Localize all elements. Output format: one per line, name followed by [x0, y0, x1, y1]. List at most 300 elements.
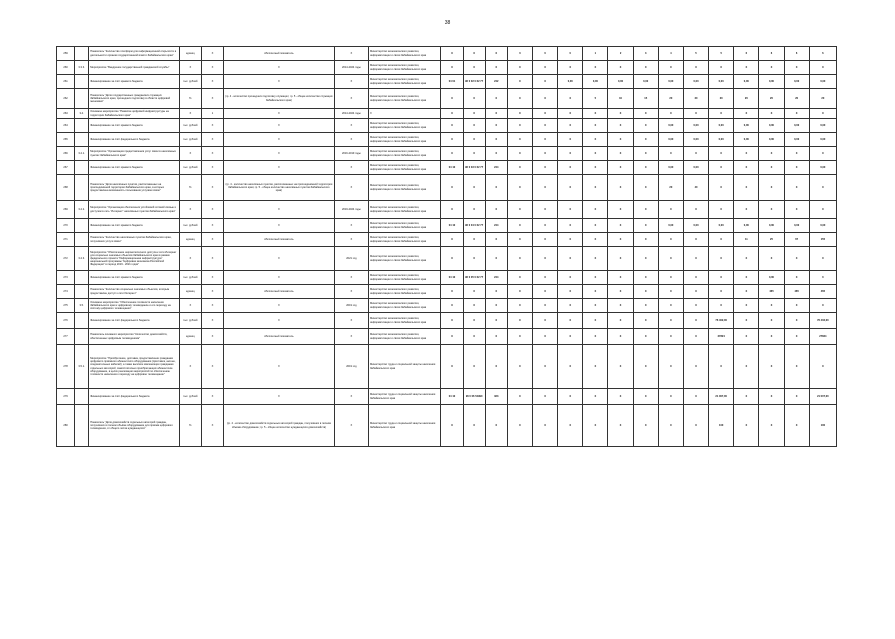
row-kbk: 242 [485, 75, 507, 89]
row-value-5: X [608, 161, 633, 175]
row-value-13: 0,00 [809, 119, 836, 133]
table-row [57, 133, 837, 147]
table-row [57, 389, 837, 405]
row-kvr: X [463, 119, 485, 133]
row-value-4: X [583, 201, 608, 219]
row-value-4: X [583, 147, 608, 161]
row-kbk: X [485, 175, 507, 201]
row-value-12: X [784, 345, 809, 389]
table-row [57, 75, 837, 89]
row-value-12: 20 [784, 89, 809, 109]
row-name: Показатель "Доля населённых пунктов, расположенных на присоединённой территории Забайкальского края, в которых предоставлена возможность пользования услугами связи" [89, 175, 180, 201]
row-dp: X [201, 47, 223, 61]
row-value-9: 20 [709, 89, 734, 109]
row-value-7: X [658, 405, 683, 447]
row-value-9: X [709, 345, 734, 389]
row-value-12: 6 [784, 47, 809, 61]
row-kcsr: X [441, 247, 463, 271]
row-value-3: X [558, 89, 583, 109]
row-term: 2016-2019 годы [334, 147, 368, 161]
row-law: X [224, 271, 335, 285]
row-value-10: 11 [734, 233, 759, 247]
table-row [57, 233, 837, 247]
row-value-13: X [809, 299, 836, 313]
row-kbk: X [485, 405, 507, 447]
row-executor: Министерство экономического развития, информатизации и связи Забайкальского края [368, 133, 440, 147]
row-value-3: X [558, 345, 583, 389]
row-unit: тыс. рублей [179, 313, 201, 329]
row-kbk: X [485, 61, 507, 75]
table-row [57, 405, 837, 447]
row-value-8: X [683, 405, 708, 447]
row-name: Мероприятие "Обеспечение широкополосного доступа к сети Интернет для социально значимых объектов Забайкальского края в рамках федерального проекта "Информационная инфраструктура" национальной программы "Цифровая экономика Российской Федерации" в период 2019 - 2021 годов" [89, 247, 180, 271]
row-kbk: X [485, 247, 507, 271]
row-value-13: 0,00 [809, 161, 836, 175]
row-value-9: 0,00 [709, 119, 734, 133]
row-kbk: 244 [485, 271, 507, 285]
row-name: Финансирование за счёт краевого бюджета [89, 119, 180, 133]
row-term: X [334, 389, 368, 405]
row-kbk: X [485, 233, 507, 247]
row-dp: X [201, 271, 223, 285]
row-executor: Министерство экономического развития, информатизации и связи Забайкальского края [368, 147, 440, 161]
row-value-2: X [533, 329, 558, 345]
row-value-11: 25 [759, 233, 784, 247]
row-unit: тыс. рублей [179, 389, 201, 405]
row-value-12: 0,00 [784, 75, 809, 89]
row-executor: Министерство экономического развития, информатизации и связи Забайкальского края [368, 285, 440, 299]
row-value-4: X [583, 133, 608, 147]
row-value-10: X [734, 175, 759, 201]
row-kvr: X [463, 109, 485, 119]
row-value-3: X [558, 109, 583, 119]
row-value-1: X [507, 405, 532, 447]
row-value-9: 76 402,00 [709, 313, 734, 329]
row-kcsr: X [441, 299, 463, 313]
row-value-3: X [558, 61, 583, 75]
row-value-10: X [734, 161, 759, 175]
row-value-8: X [683, 299, 708, 313]
row-value-13: 155 [809, 233, 836, 247]
row-value-4: X [583, 119, 608, 133]
row-unit: единиц [179, 329, 201, 345]
row-value-1: 0 [507, 47, 532, 61]
row-value-11: X [759, 345, 784, 389]
row-value-2: X [533, 147, 558, 161]
row-value-8: X [683, 233, 708, 247]
row-value-5: X [608, 109, 633, 119]
row-value-4: X [583, 299, 608, 313]
row-dp: X [201, 405, 223, 447]
row-law: X [224, 201, 335, 219]
row-value-3: X [558, 201, 583, 219]
row-value-5: X [608, 405, 633, 447]
row-executor: Министерство экономического развития, информатизации и связи Забайкальского края [368, 61, 440, 75]
row-name: Финансирование за счёт краевого бюджета [89, 161, 180, 175]
row-value-1: X [507, 233, 532, 247]
row-code [75, 285, 89, 299]
row-unit: X [179, 109, 201, 119]
row-value-5: X [608, 175, 633, 201]
row-value-5: X [608, 389, 633, 405]
row-value-2: X [533, 61, 558, 75]
row-law: Абсолютный показатель [224, 47, 335, 61]
row-code: 3.4.1. [75, 147, 89, 161]
row-kvr: X [463, 345, 485, 389]
row-kcsr: X [441, 89, 463, 109]
row-value-6: X [633, 109, 658, 119]
table-row [57, 271, 837, 285]
row-value-12: 67 [784, 233, 809, 247]
row-value-10: 0,00 [734, 133, 759, 147]
row-dp: X [201, 285, 223, 299]
table-row [57, 247, 837, 271]
row-value-11: 0,00 [759, 271, 784, 285]
row-value-7: X [658, 147, 683, 161]
row-kcsr: 04 10 [441, 219, 463, 233]
row-value-6: 0,00 [633, 75, 658, 89]
row-unit: X [179, 345, 201, 389]
row-value-9: X [709, 233, 734, 247]
row-value-10: X [734, 313, 759, 329]
row-value-8: X [683, 147, 708, 161]
table-row [57, 345, 837, 389]
row-value-2: X [533, 89, 558, 109]
row-value-5: X [608, 345, 633, 389]
row-value-12: X [784, 109, 809, 119]
row-term: 2014-2024 годы [334, 109, 368, 119]
row-value-3: X [558, 133, 583, 147]
row-value-13: 0 [809, 271, 836, 285]
row-kvr: X [463, 47, 485, 61]
row-kvr: X [463, 299, 485, 313]
row-value-11: X [759, 389, 784, 405]
row-value-10: X [734, 405, 759, 447]
row-kbk: X [485, 89, 507, 109]
row-law: X [224, 75, 335, 89]
row-executor: Министерство экономического развития, информатизации и связи Забайкальского края [368, 247, 440, 271]
row-dp: 1 [201, 109, 223, 119]
table-row [57, 329, 837, 345]
row-id: 275 [57, 299, 75, 313]
row-kvr: X [463, 233, 485, 247]
row-value-11: X [759, 329, 784, 345]
row-value-13: 0,00 [809, 219, 836, 233]
row-law: X [224, 247, 335, 271]
row-value-6: X [633, 201, 658, 219]
row-value-1: X [507, 271, 532, 285]
row-value-2: X [533, 75, 558, 89]
row-value-1: X [507, 285, 532, 299]
row-kvr: X [463, 89, 485, 109]
row-kbk: 244 [485, 161, 507, 175]
row-value-6: X [633, 285, 658, 299]
row-kcsr: X [441, 405, 463, 447]
row-law: X [224, 345, 335, 389]
row-id: 269 [57, 201, 75, 219]
row-value-11: X [759, 109, 784, 119]
row-value-6: X [633, 329, 658, 345]
row-dp: X [201, 329, 223, 345]
row-dp: X [201, 389, 223, 405]
row-value-11: X [759, 201, 784, 219]
row-term: X [334, 175, 368, 201]
row-value-12: 465 [784, 285, 809, 299]
row-kbk: X [485, 285, 507, 299]
row-value-5: X [608, 219, 633, 233]
row-value-8: 0,00 [683, 75, 708, 89]
row-value-9: X [709, 147, 734, 161]
row-code [75, 219, 89, 233]
row-name: Показатель "Количество социально значимых объектов, которым предоставлен доступ к сети Интернет" [89, 285, 180, 299]
row-kcsr: X [441, 133, 463, 147]
row-value-3: X [558, 405, 583, 447]
row-value-1: X [507, 133, 532, 147]
row-value-2: X [533, 271, 558, 285]
row-value-11: 20 [759, 89, 784, 109]
row-id: 260 [57, 61, 75, 75]
row-code [75, 329, 89, 345]
row-value-1: X [507, 219, 532, 233]
row-id: 263 [57, 109, 75, 119]
row-unit: тыс. рублей [179, 219, 201, 233]
row-value-1: X [507, 201, 532, 219]
row-value-1: X [507, 75, 532, 89]
row-value-8: X [683, 313, 708, 329]
row-value-2: X [533, 405, 558, 447]
row-value-2: X [533, 219, 558, 233]
row-value-11: 6 [759, 47, 784, 61]
row-value-9: X [709, 271, 734, 285]
table-row [57, 175, 837, 201]
row-value-1: X [507, 147, 532, 161]
row-value-6: X [633, 233, 658, 247]
row-value-13: 20 [809, 89, 836, 109]
row-value-5: X [608, 329, 633, 345]
row-name: Показатель "Доля государственных гражданских служащих Забайкальского края, прошедших подготовку в области цифровой экономики" [89, 89, 180, 109]
row-value-1: X [507, 161, 532, 175]
row-term: X [334, 329, 368, 345]
row-id: 266 [57, 147, 75, 161]
row-kbk: X [485, 109, 507, 119]
row-value-8: 0,00 [683, 119, 708, 133]
row-value-1: X [507, 299, 532, 313]
row-value-12: 0,00 [784, 219, 809, 233]
row-value-3: 0,00 [558, 75, 583, 89]
row-value-10: X [734, 299, 759, 313]
row-value-12: X [784, 161, 809, 175]
row-kcsr: X [441, 201, 463, 219]
row-value-4: X [583, 329, 608, 345]
row-unit: % [179, 89, 201, 109]
row-code [75, 271, 89, 285]
row-value-4: X [583, 247, 608, 271]
program-table [56, 46, 837, 447]
row-kcsr: X [441, 285, 463, 299]
row-executor: Министерство труда и социальной защиты населения Забайкальского края [368, 389, 440, 405]
row-value-9: X [709, 247, 734, 271]
row-code [75, 389, 89, 405]
row-value-8: 40 [683, 175, 708, 201]
row-value-6: X [633, 175, 658, 201]
row-value-13: 76 402,00 [809, 313, 836, 329]
row-value-9: X [709, 61, 734, 75]
row-id: 270 [57, 219, 75, 233]
row-value-1: X [507, 389, 532, 405]
row-id: 271 [57, 233, 75, 247]
row-code: 3.5. [75, 299, 89, 313]
row-value-1: X [507, 61, 532, 75]
row-value-3: X [558, 161, 583, 175]
row-value-11: X [759, 175, 784, 201]
row-law: X [224, 109, 335, 119]
row-term: X [334, 219, 368, 233]
row-value-8: 0,00 [683, 133, 708, 147]
row-unit: X [179, 61, 201, 75]
row-value-8: X [683, 247, 708, 271]
row-value-12: 0,00 [784, 133, 809, 147]
row-value-2: X [533, 389, 558, 405]
row-value-8: X [683, 271, 708, 285]
row-code [75, 161, 89, 175]
row-value-6: X [633, 119, 658, 133]
row-value-1: X [507, 329, 532, 345]
row-dp: X [201, 75, 223, 89]
row-value-7: X [658, 201, 683, 219]
row-kcsr: X [441, 47, 463, 61]
row-value-4: X [583, 219, 608, 233]
row-kcsr: X [441, 119, 463, 133]
row-value-3: 0 [558, 47, 583, 61]
row-executor: Министерство труда и социальной защиты населения Забайкальского края [368, 405, 440, 447]
row-value-2: X [533, 109, 558, 119]
row-kvr: 96 0 06 54990 [463, 389, 485, 405]
row-value-13: 0,00 [809, 133, 836, 147]
row-value-7: X [658, 247, 683, 271]
row-id: 280 [57, 405, 75, 447]
row-value-12: X [784, 299, 809, 313]
table-row [57, 219, 837, 233]
row-kcsr: 04 10 [441, 389, 463, 405]
row-value-12: X [784, 405, 809, 447]
row-value-10: X [734, 109, 759, 119]
row-unit: тыс. рублей [179, 119, 201, 133]
row-executor: X [368, 109, 440, 119]
row-term: X [334, 233, 368, 247]
row-term: X [334, 285, 368, 299]
row-value-2: X [533, 201, 558, 219]
row-id: 267 [57, 161, 75, 175]
row-name: Финансирование за счёт краевого бюджета [89, 271, 180, 285]
row-term: X [334, 313, 368, 329]
row-value-3: X [558, 175, 583, 201]
row-value-9: X [709, 299, 734, 313]
row-name: Мероприятие "Организация обеспечения устойчивой сотовой связью и доступом в сеть "Интернет" населённых пунктов Забайкальского края" [89, 201, 180, 219]
row-value-11: X [759, 147, 784, 161]
row-term: X [334, 271, 368, 285]
row-value-2: 0 [533, 47, 558, 61]
row-value-10: X [734, 61, 759, 75]
row-value-2: X [533, 313, 558, 329]
row-value-10: 6 [734, 47, 759, 61]
table-row [57, 313, 837, 329]
row-law: Абсолютный показатель [224, 285, 335, 299]
row-value-12: X [784, 329, 809, 345]
row-value-6: X [633, 345, 658, 389]
table-row [57, 109, 837, 119]
row-value-4: 1 [583, 47, 608, 61]
row-value-11: X [759, 61, 784, 75]
row-id: 272 [57, 247, 75, 271]
row-value-4: 5 [583, 89, 608, 109]
row-value-8: 5 [683, 47, 708, 61]
row-name: Основное мероприятие "Развитие цифровой инфраструктуры на территории Забайкальского края" [89, 109, 180, 119]
row-executor: Министерство экономического развития, информатизации и связи Забайкальского края [368, 313, 440, 329]
row-value-12: 0,00 [784, 119, 809, 133]
row-value-13: 27824 [809, 329, 836, 345]
row-value-3: X [558, 147, 583, 161]
row-value-5: X [608, 133, 633, 147]
row-value-5: 10 [608, 89, 633, 109]
row-value-4: X [583, 405, 608, 447]
row-dp: X [201, 345, 223, 389]
row-kbk: X [485, 345, 507, 389]
row-value-8: X [683, 109, 708, 119]
row-value-8: 0,00 [683, 219, 708, 233]
row-name: Показатель "Доля домохозяйств отдельных категорий граждан, получивших в полном объёме оборудование для приёма цифрового телевидения, от общего числа нуждающихся" [89, 405, 180, 447]
row-value-5: X [608, 285, 633, 299]
row-value-2: X [533, 247, 558, 271]
row-value-12: X [784, 271, 809, 285]
row-value-2: X [533, 345, 558, 389]
row-law: Абсолютный показатель [224, 329, 335, 345]
row-kcsr: X [441, 147, 463, 161]
table-row [57, 61, 837, 75]
row-id: 268 [57, 175, 75, 201]
row-code [75, 75, 89, 89]
row-kcsr: X [441, 345, 463, 389]
row-name: Показатель "Количество населённых пунктов Забайкальского края, получивших услуги связи" [89, 233, 180, 247]
row-value-7: X [658, 61, 683, 75]
row-unit: тыс. рублей [179, 75, 201, 89]
row-value-10: X [734, 147, 759, 161]
row-value-4: X [583, 175, 608, 201]
row-term: X [334, 161, 368, 175]
row-value-7: X [658, 271, 683, 285]
row-id: 273 [57, 271, 75, 285]
row-value-1: X [507, 345, 532, 389]
row-value-6: X [633, 405, 658, 447]
row-value-13: 6 [809, 47, 836, 61]
row-value-3: X [558, 299, 583, 313]
row-code [75, 47, 89, 61]
row-dp: X [201, 299, 223, 313]
row-code [75, 119, 89, 133]
row-executor: Министерство экономического развития, информатизации и связи Забайкальского края [368, 119, 440, 133]
row-code [75, 405, 89, 447]
row-value-5: X [608, 119, 633, 133]
row-code [75, 89, 89, 109]
row-value-5: X [608, 247, 633, 271]
row-value-13: X [809, 175, 836, 201]
row-kbk: X [485, 47, 507, 61]
row-value-10: X [734, 345, 759, 389]
row-value-4: X [583, 109, 608, 119]
row-value-6: X [633, 133, 658, 147]
row-value-2: X [533, 119, 558, 133]
row-value-4: X [583, 161, 608, 175]
row-name: Финансирование за счёт краевого бюджета [89, 219, 180, 233]
